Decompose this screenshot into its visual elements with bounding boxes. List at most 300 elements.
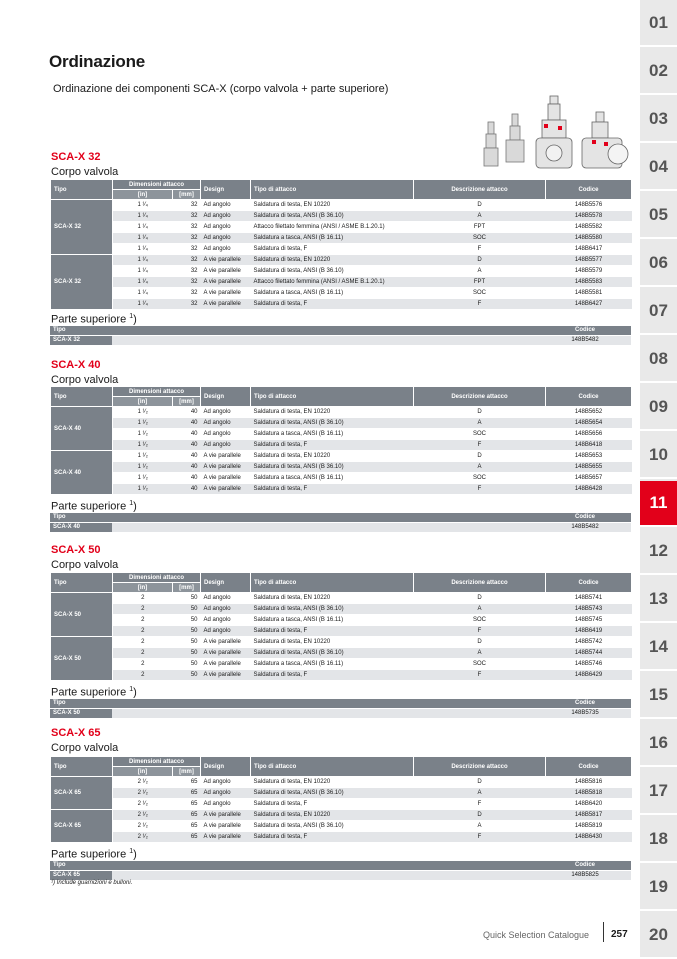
table-row bbox=[51, 255, 632, 266]
cell-mm: 65 bbox=[173, 832, 201, 843]
cell-in: 1 ¹⁄₂ bbox=[113, 462, 173, 473]
row-type-cell: SCA-X 50 bbox=[51, 593, 113, 637]
cell-in: 1 ¹⁄₄ bbox=[113, 200, 173, 211]
table-row bbox=[51, 200, 632, 211]
cell-codice: 148B6429 bbox=[546, 670, 632, 681]
upper-header-codice: Codice bbox=[539, 861, 631, 871]
chapter-tab-14[interactable]: 14 bbox=[640, 625, 677, 671]
footer-divider bbox=[603, 922, 604, 942]
upper-label bbox=[51, 313, 137, 326]
chapter-tab-08[interactable]: 08 bbox=[640, 337, 677, 383]
cell-in: 2 bbox=[113, 604, 173, 615]
chapter-tab-13[interactable]: 13 bbox=[640, 577, 677, 623]
cell-descrizione: F bbox=[414, 244, 546, 255]
cell-design: Ad angolo bbox=[201, 233, 251, 244]
upper-header-tipo: Tipo bbox=[50, 699, 112, 709]
upper-spacer bbox=[112, 709, 539, 719]
chapter-tab-09[interactable]: 09 bbox=[640, 385, 677, 431]
header-codice: Codice bbox=[546, 180, 632, 200]
order-table-sca-x-50 bbox=[50, 572, 632, 681]
footnote-ref-close: ) bbox=[133, 848, 137, 861]
header-tipo: Tipo bbox=[51, 757, 113, 777]
table-row bbox=[51, 440, 632, 451]
upper-label-text: Parte superiore bbox=[51, 686, 130, 699]
cell-descrizione: FPT bbox=[414, 222, 546, 233]
upper-table-sca-x-50 bbox=[50, 699, 631, 719]
cell-design: Ad angolo bbox=[201, 777, 251, 788]
cell-design: A vie parallele bbox=[201, 670, 251, 681]
upper-header-row bbox=[50, 513, 631, 523]
table-row bbox=[51, 593, 632, 604]
chapter-tab-05[interactable]: 05 bbox=[640, 193, 677, 239]
cell-design: Ad angolo bbox=[201, 615, 251, 626]
chapter-tabs bbox=[640, 0, 677, 958]
cell-design: A vie parallele bbox=[201, 266, 251, 277]
cell-tipo-attacco: Saldatura di testa, ANSI (B 36.10) bbox=[251, 604, 414, 615]
cell-mm: 40 bbox=[173, 440, 201, 451]
cell-mm: 40 bbox=[173, 429, 201, 440]
upper-header-tipo: Tipo bbox=[50, 861, 112, 871]
cell-design: Ad angolo bbox=[201, 211, 251, 222]
upper-header-spacer bbox=[112, 699, 539, 709]
cell-mm: 65 bbox=[173, 799, 201, 810]
cell-descrizione: D bbox=[414, 637, 546, 648]
upper-row bbox=[50, 336, 631, 346]
valve-illustration-icon bbox=[478, 92, 638, 180]
upper-header-codice: Codice bbox=[539, 326, 631, 336]
chapter-tab-01[interactable]: 01 bbox=[640, 1, 677, 47]
cell-mm: 50 bbox=[173, 604, 201, 615]
header-mm: [mm] bbox=[173, 190, 201, 200]
order-table-sca-x-32 bbox=[50, 179, 632, 310]
cell-in: 2 ¹⁄₂ bbox=[113, 832, 173, 843]
footnote-ref-close: ) bbox=[133, 500, 137, 513]
cell-codice: 148B5817 bbox=[546, 810, 632, 821]
upper-header-codice: Codice bbox=[539, 513, 631, 523]
section-title-sca-x-32: SCA-X 32 bbox=[51, 151, 101, 163]
cell-design: Ad angolo bbox=[201, 604, 251, 615]
cell-codice: 148B5578 bbox=[546, 211, 632, 222]
upper-row bbox=[50, 709, 631, 719]
cell-descrizione: SOC bbox=[414, 233, 546, 244]
cell-mm: 50 bbox=[173, 593, 201, 604]
cell-mm: 40 bbox=[173, 407, 201, 418]
cell-in: 1 ¹⁄₄ bbox=[113, 255, 173, 266]
cell-design: A vie parallele bbox=[201, 288, 251, 299]
cell-mm: 32 bbox=[173, 244, 201, 255]
header-descrizione: Descrizione attacco bbox=[414, 757, 546, 777]
cell-tipo-attacco: Saldatura di testa, ANSI (B 36.10) bbox=[251, 266, 414, 277]
chapter-tab-17[interactable]: 17 bbox=[640, 769, 677, 815]
cell-codice: 148B6420 bbox=[546, 799, 632, 810]
cell-design: Ad angolo bbox=[201, 200, 251, 211]
cell-descrizione: D bbox=[414, 777, 546, 788]
cell-in: 1 ¹⁄₄ bbox=[113, 244, 173, 255]
cell-descrizione: F bbox=[414, 440, 546, 451]
cell-in: 1 ¹⁄₂ bbox=[113, 418, 173, 429]
cell-in: 2 bbox=[113, 648, 173, 659]
cell-in: 2 bbox=[113, 593, 173, 604]
cell-tipo-attacco: Saldatura di testa, F bbox=[251, 484, 414, 495]
cell-mm: 50 bbox=[173, 626, 201, 637]
upper-spacer bbox=[112, 523, 539, 533]
cell-in: 1 ¹⁄₂ bbox=[113, 484, 173, 495]
cell-tipo-attacco: Saldatura di testa, F bbox=[251, 832, 414, 843]
cell-descrizione: F bbox=[414, 299, 546, 310]
cell-design: Ad angolo bbox=[201, 244, 251, 255]
header-design: Design bbox=[201, 757, 251, 777]
table-row bbox=[51, 418, 632, 429]
upper-code-cell: 148B5825 bbox=[539, 871, 631, 881]
table-row bbox=[51, 659, 632, 670]
cell-design: A vie parallele bbox=[201, 462, 251, 473]
upper-table-sca-x-40 bbox=[50, 513, 631, 533]
table-row bbox=[51, 832, 632, 843]
cell-tipo-attacco: Saldatura di testa, ANSI (B 36.10) bbox=[251, 418, 414, 429]
header-in: [in] bbox=[113, 583, 173, 593]
header-dimensioni: Dimensioni attacco bbox=[113, 757, 201, 767]
row-type-cell: SCA-X 40 bbox=[51, 451, 113, 495]
body-label: Corpo valvola bbox=[51, 166, 119, 178]
cell-codice: 148B5579 bbox=[546, 266, 632, 277]
cell-codice: 148B5583 bbox=[546, 277, 632, 288]
section-title-sca-x-40: SCA-X 40 bbox=[51, 359, 101, 371]
chapter-tab-16[interactable]: 16 bbox=[640, 721, 677, 767]
upper-header-tipo: Tipo bbox=[50, 326, 112, 336]
cell-descrizione: F bbox=[414, 799, 546, 810]
table-row bbox=[51, 233, 632, 244]
cell-codice: 148B5655 bbox=[546, 462, 632, 473]
header-codice: Codice bbox=[546, 387, 632, 407]
cell-tipo-attacco: Saldatura di testa, F bbox=[251, 670, 414, 681]
cell-tipo-attacco: Saldatura di testa, F bbox=[251, 440, 414, 451]
cell-in: 2 ¹⁄₂ bbox=[113, 788, 173, 799]
cell-tipo-attacco: Saldatura di testa, F bbox=[251, 244, 414, 255]
cell-codice: 148B5819 bbox=[546, 821, 632, 832]
cell-mm: 65 bbox=[173, 788, 201, 799]
cell-design: A vie parallele bbox=[201, 299, 251, 310]
footnote-ref: 1 bbox=[129, 848, 134, 855]
header-design: Design bbox=[201, 180, 251, 200]
cell-in: 1 ¹⁄₄ bbox=[113, 233, 173, 244]
cell-tipo-attacco: Saldatura di testa, EN 10220 bbox=[251, 200, 414, 211]
footnote-ref: 1 bbox=[129, 500, 134, 507]
upper-type-cell: SCA-X 32 bbox=[50, 336, 112, 346]
cell-tipo-attacco: Saldatura di testa, EN 10220 bbox=[251, 777, 414, 788]
cell-descrizione: D bbox=[414, 255, 546, 266]
cell-in: 1 ¹⁄₂ bbox=[113, 451, 173, 462]
chapter-tab-20[interactable]: 20 bbox=[640, 913, 677, 959]
section-title-sca-x-50: SCA-X 50 bbox=[51, 544, 101, 556]
table-row bbox=[51, 288, 632, 299]
cell-in: 1 ¹⁄₄ bbox=[113, 299, 173, 310]
cell-codice: 148B5743 bbox=[546, 604, 632, 615]
cell-descrizione: SOC bbox=[414, 615, 546, 626]
cell-codice: 148B5816 bbox=[546, 777, 632, 788]
header-tipo-attacco: Tipo di attacco bbox=[251, 573, 414, 593]
chapter-tab-04[interactable]: 04 bbox=[640, 145, 677, 191]
header-mm: [mm] bbox=[173, 583, 201, 593]
header-in: [in] bbox=[113, 190, 173, 200]
cell-codice: 148B6417 bbox=[546, 244, 632, 255]
row-type-cell: SCA-X 32 bbox=[51, 200, 113, 255]
table-row bbox=[51, 299, 632, 310]
upper-label-text: Parte superiore bbox=[51, 848, 130, 861]
order-table-sca-x-65 bbox=[50, 756, 632, 843]
cell-descrizione: SOC bbox=[414, 473, 546, 484]
cell-tipo-attacco: Saldatura di testa, EN 10220 bbox=[251, 451, 414, 462]
header-tipo: Tipo bbox=[51, 573, 113, 593]
footer-catalog-title: Quick Selection Catalogue bbox=[483, 930, 590, 940]
page-number: 257 bbox=[611, 929, 628, 940]
cell-codice: 148B6427 bbox=[546, 299, 632, 310]
upper-label-text: Parte superiore bbox=[51, 313, 130, 326]
cell-mm: 40 bbox=[173, 418, 201, 429]
cell-design: A vie parallele bbox=[201, 659, 251, 670]
cell-descrizione: D bbox=[414, 593, 546, 604]
header-mm: [mm] bbox=[173, 397, 201, 407]
cell-design: Ad angolo bbox=[201, 593, 251, 604]
cell-in: 2 ¹⁄₂ bbox=[113, 799, 173, 810]
cell-descrizione: A bbox=[414, 604, 546, 615]
table-row bbox=[51, 429, 632, 440]
section-title-sca-x-65: SCA-X 65 bbox=[51, 727, 101, 739]
cell-codice: 148B5741 bbox=[546, 593, 632, 604]
cell-descrizione: A bbox=[414, 821, 546, 832]
cell-in: 1 ¹⁄₄ bbox=[113, 288, 173, 299]
cell-descrizione: A bbox=[414, 266, 546, 277]
upper-header-codice: Codice bbox=[539, 699, 631, 709]
chapter-tab-15[interactable]: 15 bbox=[640, 673, 677, 719]
header-tipo-attacco: Tipo di attacco bbox=[251, 387, 414, 407]
cell-mm: 32 bbox=[173, 255, 201, 266]
cell-tipo-attacco: Saldatura di testa, EN 10220 bbox=[251, 255, 414, 266]
header-tipo: Tipo bbox=[51, 180, 113, 200]
chapter-tab-11[interactable]: 11 bbox=[640, 481, 677, 527]
cell-design: Ad angolo bbox=[201, 429, 251, 440]
cell-design: A vie parallele bbox=[201, 832, 251, 843]
header-row bbox=[51, 180, 632, 190]
cell-codice: 148B5652 bbox=[546, 407, 632, 418]
header-tipo-attacco: Tipo di attacco bbox=[251, 180, 414, 200]
table-row bbox=[51, 484, 632, 495]
cell-descrizione: F bbox=[414, 626, 546, 637]
page-title: Ordinazione bbox=[49, 52, 146, 71]
header-in: [in] bbox=[113, 397, 173, 407]
cell-design: Ad angolo bbox=[201, 418, 251, 429]
cell-mm: 65 bbox=[173, 821, 201, 832]
cell-codice: 148B5656 bbox=[546, 429, 632, 440]
cell-design: Ad angolo bbox=[201, 222, 251, 233]
header-tipo-attacco: Tipo di attacco bbox=[251, 757, 414, 777]
upper-code-cell: 148B5482 bbox=[539, 523, 631, 533]
cell-design: Ad angolo bbox=[201, 788, 251, 799]
cell-in: 2 ¹⁄₂ bbox=[113, 821, 173, 832]
chapter-tab-06[interactable]: 06 bbox=[640, 241, 677, 287]
chapter-tab-19[interactable]: 19 bbox=[640, 865, 677, 911]
cell-mm: 32 bbox=[173, 211, 201, 222]
cell-design: A vie parallele bbox=[201, 484, 251, 495]
cell-descrizione: FPT bbox=[414, 277, 546, 288]
header-descrizione: Descrizione attacco bbox=[414, 387, 546, 407]
cell-descrizione: SOC bbox=[414, 659, 546, 670]
header-design: Design bbox=[201, 573, 251, 593]
cell-tipo-attacco: Saldatura di testa, EN 10220 bbox=[251, 637, 414, 648]
body-label: Corpo valvola bbox=[51, 559, 119, 571]
footnote-ref: 1 bbox=[129, 313, 134, 320]
cell-mm: 40 bbox=[173, 473, 201, 484]
cell-tipo-attacco: Saldatura a tasca, ANSI (B 16.11) bbox=[251, 429, 414, 440]
cell-design: A vie parallele bbox=[201, 810, 251, 821]
cell-mm: 32 bbox=[173, 222, 201, 233]
cell-mm: 32 bbox=[173, 299, 201, 310]
body-label: Corpo valvola bbox=[51, 742, 119, 754]
footnote: ¹) Include guarnizioni e bulloni. bbox=[51, 880, 133, 886]
upper-type-cell: SCA-X 40 bbox=[50, 523, 112, 533]
cell-descrizione: F bbox=[414, 484, 546, 495]
table-row bbox=[51, 637, 632, 648]
header-row bbox=[51, 387, 632, 397]
cell-mm: 50 bbox=[173, 615, 201, 626]
cell-mm: 32 bbox=[173, 200, 201, 211]
upper-spacer bbox=[112, 336, 539, 346]
cell-design: A vie parallele bbox=[201, 821, 251, 832]
header-dimensioni: Dimensioni attacco bbox=[113, 180, 201, 190]
cell-codice: 148B5653 bbox=[546, 451, 632, 462]
cell-codice: 148B6418 bbox=[546, 440, 632, 451]
cell-in: 2 bbox=[113, 670, 173, 681]
upper-type-cell: SCA-X 65 bbox=[50, 871, 112, 881]
header-dimensioni: Dimensioni attacco bbox=[113, 573, 201, 583]
table-row bbox=[51, 777, 632, 788]
upper-row bbox=[50, 523, 631, 533]
cell-design: A vie parallele bbox=[201, 648, 251, 659]
table-row bbox=[51, 799, 632, 810]
cell-codice: 148B5745 bbox=[546, 615, 632, 626]
cell-in: 2 bbox=[113, 626, 173, 637]
upper-label-text: Parte superiore bbox=[51, 500, 130, 513]
footnote-ref-close: ) bbox=[133, 686, 137, 699]
upper-header-spacer bbox=[112, 861, 539, 871]
cell-codice: 148B5580 bbox=[546, 233, 632, 244]
header-in: [in] bbox=[113, 767, 173, 777]
order-table-sca-x-40 bbox=[50, 386, 632, 495]
cell-descrizione: A bbox=[414, 462, 546, 473]
cell-codice: 148B6430 bbox=[546, 832, 632, 843]
upper-header-tipo: Tipo bbox=[50, 513, 112, 523]
cell-codice: 148B5582 bbox=[546, 222, 632, 233]
table-row bbox=[51, 604, 632, 615]
upper-code-cell: 148B5482 bbox=[539, 336, 631, 346]
row-type-cell: SCA-X 65 bbox=[51, 810, 113, 843]
footnote-ref: 1 bbox=[129, 686, 134, 693]
cell-in: 1 ¹⁄₄ bbox=[113, 266, 173, 277]
cell-in: 1 ¹⁄₂ bbox=[113, 440, 173, 451]
cell-design: Ad angolo bbox=[201, 626, 251, 637]
row-type-cell: SCA-X 50 bbox=[51, 637, 113, 681]
cell-mm: 50 bbox=[173, 670, 201, 681]
cell-tipo-attacco: Saldatura a tasca, ANSI (B 16.11) bbox=[251, 473, 414, 484]
upper-label bbox=[51, 500, 137, 513]
cell-design: A vie parallele bbox=[201, 255, 251, 266]
cell-in: 1 ¹⁄₄ bbox=[113, 222, 173, 233]
chapter-tab-10[interactable]: 10 bbox=[640, 433, 677, 479]
cell-mm: 50 bbox=[173, 637, 201, 648]
cell-descrizione: A bbox=[414, 418, 546, 429]
chapter-tab-02[interactable]: 02 bbox=[640, 49, 677, 95]
page-subtitle: Ordinazione dei componenti SCA-X (corpo valvola + parte superiore) bbox=[53, 83, 389, 95]
table-row bbox=[51, 277, 632, 288]
footnote-ref-close: ) bbox=[133, 313, 137, 326]
cell-descrizione: A bbox=[414, 211, 546, 222]
header-design: Design bbox=[201, 387, 251, 407]
cell-design: Ad angolo bbox=[201, 799, 251, 810]
upper-table-sca-x-32 bbox=[50, 326, 631, 346]
cell-in: 2 bbox=[113, 637, 173, 648]
chapter-tab-18[interactable]: 18 bbox=[640, 817, 677, 863]
cell-tipo-attacco: Saldatura di testa, EN 10220 bbox=[251, 593, 414, 604]
cell-mm: 40 bbox=[173, 451, 201, 462]
cell-mm: 32 bbox=[173, 266, 201, 277]
body-label: Corpo valvola bbox=[51, 374, 119, 386]
cell-tipo-attacco: Saldatura di testa, F bbox=[251, 799, 414, 810]
cell-descrizione: D bbox=[414, 407, 546, 418]
cell-design: Ad angolo bbox=[201, 440, 251, 451]
cell-tipo-attacco: Attacco filettato femmina (ANSI / ASME B.1.20.1) bbox=[251, 277, 414, 288]
table-row bbox=[51, 788, 632, 799]
cell-in: 1 ¹⁄₂ bbox=[113, 473, 173, 484]
cell-tipo-attacco: Attacco filettato femmina (ANSI / ASME B.1.20.1) bbox=[251, 222, 414, 233]
chapter-tab-12[interactable]: 12 bbox=[640, 529, 677, 575]
upper-header-spacer bbox=[112, 513, 539, 523]
cell-descrizione: D bbox=[414, 810, 546, 821]
cell-codice: 148B5744 bbox=[546, 648, 632, 659]
upper-header-row bbox=[50, 699, 631, 709]
upper-spacer bbox=[112, 871, 539, 881]
cell-descrizione: D bbox=[414, 451, 546, 462]
cell-mm: 40 bbox=[173, 462, 201, 473]
header-row bbox=[51, 757, 632, 767]
header-dimensioni: Dimensioni attacco bbox=[113, 387, 201, 397]
upper-label bbox=[51, 848, 137, 861]
cell-tipo-attacco: Saldatura a tasca, ANSI (B 16.11) bbox=[251, 233, 414, 244]
upper-header-spacer bbox=[112, 326, 539, 336]
table-row bbox=[51, 462, 632, 473]
upper-header-row bbox=[50, 861, 631, 871]
cell-codice: 148B5654 bbox=[546, 418, 632, 429]
cell-design: Ad angolo bbox=[201, 407, 251, 418]
cell-tipo-attacco: Saldatura a tasca, ANSI (B 16.11) bbox=[251, 615, 414, 626]
cell-tipo-attacco: Saldatura di testa, ANSI (B 36.10) bbox=[251, 648, 414, 659]
cell-descrizione: F bbox=[414, 670, 546, 681]
table-row bbox=[51, 821, 632, 832]
cell-descrizione: A bbox=[414, 788, 546, 799]
chapter-tab-03[interactable]: 03 bbox=[640, 97, 677, 143]
cell-codice: 148B5818 bbox=[546, 788, 632, 799]
cell-codice: 148B6419 bbox=[546, 626, 632, 637]
cell-tipo-attacco: Saldatura di testa, EN 10220 bbox=[251, 407, 414, 418]
cell-tipo-attacco: Saldatura di testa, EN 10220 bbox=[251, 810, 414, 821]
chapter-tab-07[interactable]: 07 bbox=[640, 289, 677, 335]
header-tipo: Tipo bbox=[51, 387, 113, 407]
cell-mm: 50 bbox=[173, 648, 201, 659]
cell-mm: 50 bbox=[173, 659, 201, 670]
cell-design: A vie parallele bbox=[201, 451, 251, 462]
cell-design: A vie parallele bbox=[201, 473, 251, 484]
row-type-cell: SCA-X 65 bbox=[51, 777, 113, 810]
cell-tipo-attacco: Saldatura di testa, ANSI (B 36.10) bbox=[251, 821, 414, 832]
cell-descrizione: A bbox=[414, 648, 546, 659]
